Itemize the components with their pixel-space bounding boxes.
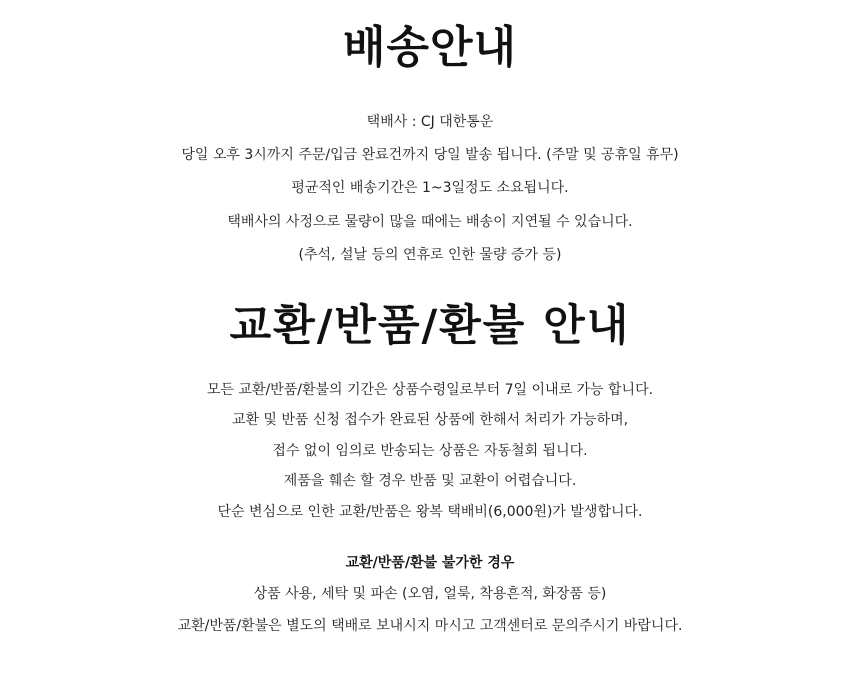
exchange-title: 교환/반품/환불 안내 (229, 301, 631, 351)
unavailable-contact-line: 교환/반품/환불은 별도의 택배로 보내시지 마시고 고객센터로 문의주시기 바랍니다. (177, 618, 683, 634)
shipping-courier-line: 택배사 : CJ 대한통운 (366, 114, 494, 130)
shipping-dispatch-line: 당일 오후 3시까지 주문/입금 완료건까지 당일 발송 됩니다. (주말 및 공휴일 휴무) (181, 147, 679, 163)
unavailable-usage-line: 상품 사용, 세탁 및 파손 (오염, 얼룩, 착용흔적, 화장품 등) (253, 586, 607, 602)
exchange-auto-cancel-line: 접수 없이 임의로 반송되는 상품은 자동철회 됩니다. (272, 443, 588, 459)
shipping-title: 배송안내 (342, 22, 517, 73)
shipping-duration-line: 평균적인 배송기간은 1~3일정도 소요됩니다. (291, 180, 569, 196)
exchange-shipping-fee-line: 단순 변심으로 인한 교환/반품은 왕복 택배비(6,000원)가 발생합니다. (217, 504, 643, 520)
exchange-process-line: 교환 및 반품 신청 접수가 완료된 상품에 한해서 처리가 가능하며, (231, 412, 629, 428)
shipping-holiday-line: (추석, 설날 등의 연휴로 인한 물량 증가 등) (298, 247, 562, 263)
shipping-delay-line: 택배사의 사정으로 물량이 많을 때에는 배송이 지연될 수 있습니다. (227, 214, 633, 230)
unavailable-heading: 교환/반품/환불 불가한 경우 (345, 555, 515, 571)
exchange-period-line: 모든 교환/반품/환불의 기간은 상품수령일로부터 7일 이내로 가능 합니다. (206, 382, 654, 398)
exchange-damage-line: 제품을 훼손 할 경우 반품 및 교환이 어렵습니다. (283, 473, 577, 489)
